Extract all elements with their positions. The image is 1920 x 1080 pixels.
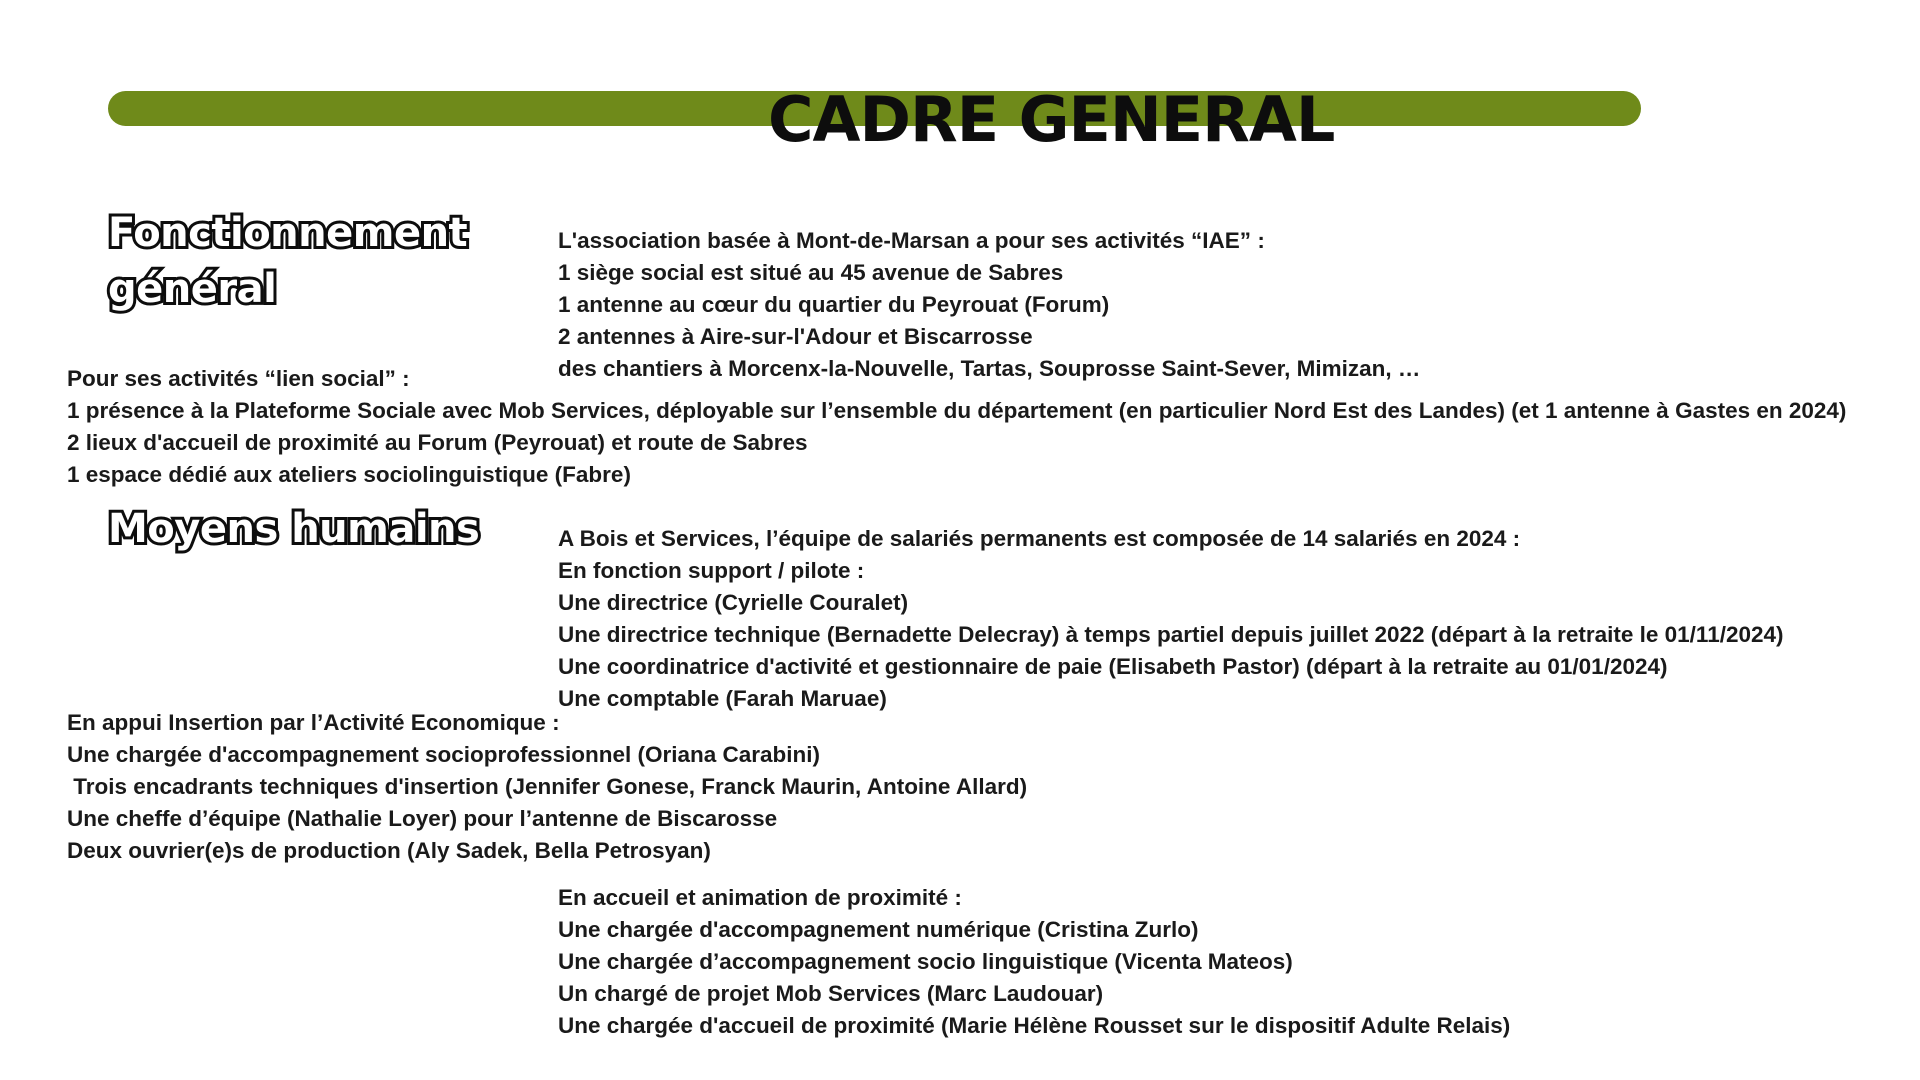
iae-activities-list — [558, 225, 1420, 385]
list-item: L'association basée à Mont-de-Marsan a pour ses activités “IAE” : — [558, 228, 1265, 253]
list-item: Trois encadrants techniques d'insertion (Jennifer Gonese, Franck Maurin, Antoine Allard) — [67, 774, 1028, 799]
list-item: Une chargée d’accompagnement socio linguistique (Vicenta Mateos) — [558, 949, 1293, 974]
list-item: Un chargé de projet Mob Services (Marc Laudouar) — [558, 981, 1104, 1006]
list-item: Une directrice (Cyrielle Couralet) — [558, 590, 909, 615]
list-item: Pour ses activités “lien social” : — [67, 366, 410, 391]
section-title-line: Fonctionnement — [108, 210, 468, 256]
section-title-moyens — [108, 501, 479, 557]
list-item: Deux ouvrier(e)s de production (Aly Sadek, Bella Petrosyan) — [67, 838, 711, 863]
section-title-line: général — [108, 266, 277, 312]
lien-social-list — [67, 363, 1846, 491]
list-item: 1 antenne au cœur du quartier du Peyrouat (Forum) — [558, 292, 1110, 317]
list-item: Une chargée d'accompagnement socioprofessionnel (Oriana Carabini) — [67, 742, 821, 767]
section-title-line: Moyens humains — [108, 506, 480, 552]
accueil-staff-list — [558, 882, 1510, 1042]
list-item: Une directrice technique (Bernadette Delecray) à temps partiel depuis juillet 2022 (départ à la retraite le 01/11/2024) — [558, 622, 1784, 647]
list-item: En fonction support / pilote : — [558, 558, 865, 583]
list-item: 1 présence à la Plateforme Sociale avec Mob Services, déployable sur l’ensemble du département (en particulier Nord Est des Landes) (et 1 antenne à Gastes en 2024) — [67, 398, 1847, 423]
list-item: En appui Insertion par l’Activité Economique : — [67, 710, 560, 735]
page-title: CADRE GENERAL — [768, 83, 1335, 156]
support-staff-list — [558, 523, 1784, 715]
list-item: 2 antennes à Aire-sur-l'Adour et Biscarrosse — [558, 324, 1033, 349]
list-item: Une chargée d'accompagnement numérique (Cristina Zurlo) — [558, 917, 1199, 942]
insertion-staff-list — [67, 707, 1027, 867]
list-item: En accueil et animation de proximité : — [558, 885, 962, 910]
list-item: des chantiers à Morcenx-la-Nouvelle, Tartas, Souprosse Saint-Sever, Mimizan, … — [558, 356, 1421, 381]
list-item: 1 espace dédié aux ateliers sociolinguistique (Fabre) — [67, 462, 631, 487]
list-item: 1 siège social est situé au 45 avenue de Sabres — [558, 260, 1064, 285]
list-item: Une comptable (Farah Maruae) — [558, 686, 887, 711]
list-item: Une cheffe d’équipe (Nathalie Loyer) pour l’antenne de Biscarosse — [67, 806, 778, 831]
list-item: 2 lieux d'accueil de proximité au Forum (Peyrouat) et route de Sabres — [67, 430, 808, 455]
section-title-fonctionnement — [108, 205, 467, 317]
list-item: A Bois et Services, l’équipe de salariés permanents est composée de 14 salariés en 2024 : — [558, 526, 1521, 551]
list-item: Une coordinatrice d'activité et gestionnaire de paie (Elisabeth Pastor) (départ à la retraite au 01/01/2024) — [558, 654, 1668, 679]
list-item: Une chargée d'accueil de proximité (Marie Hélène Rousset sur le dispositif Adulte Relais) — [558, 1013, 1511, 1038]
